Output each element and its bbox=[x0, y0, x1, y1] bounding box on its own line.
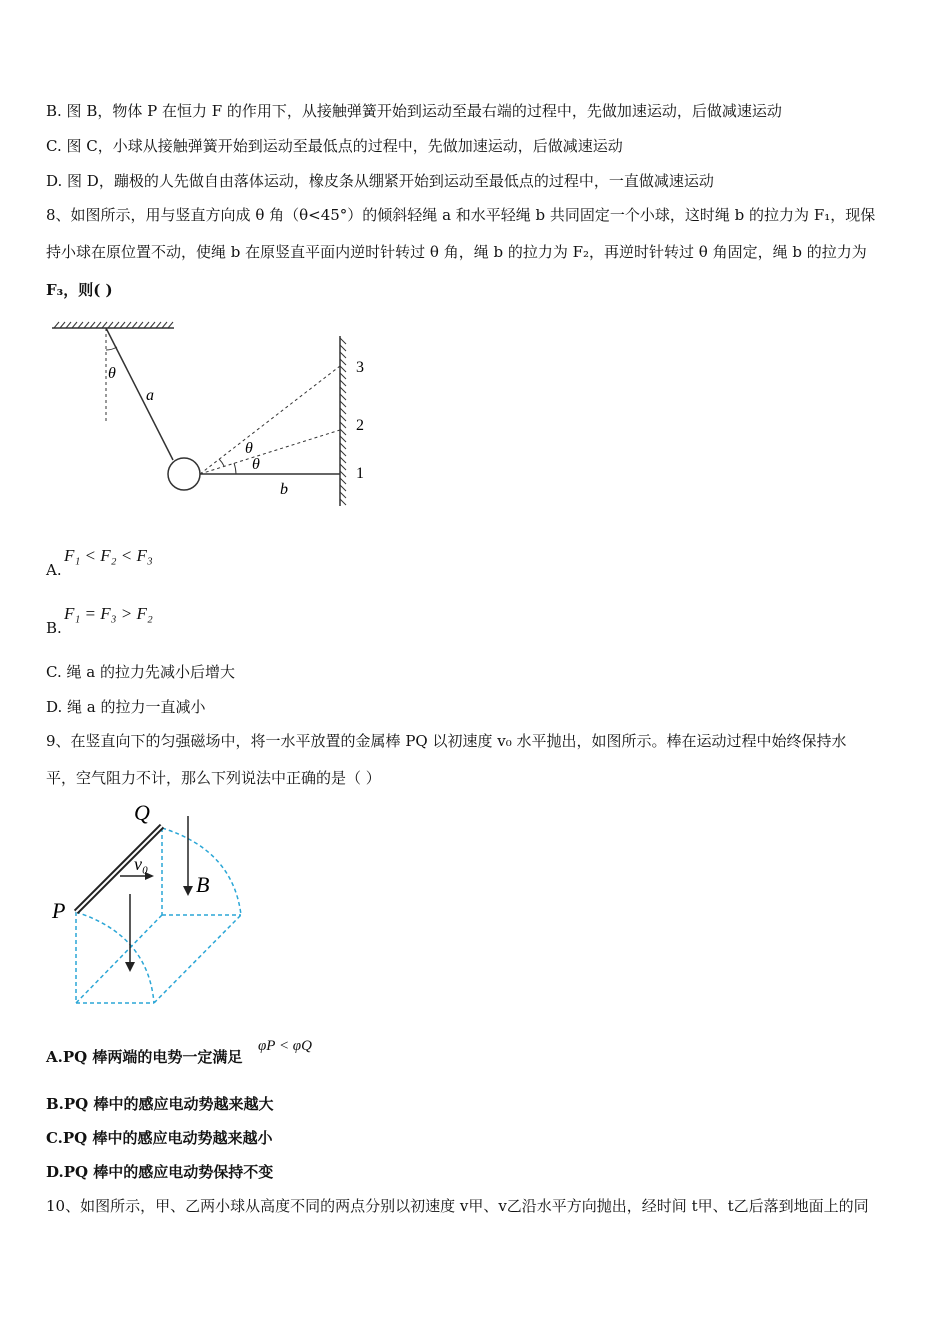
ball bbox=[168, 458, 200, 490]
q8-option-c: C. 绳 a 的拉力先减小后增大 bbox=[46, 663, 235, 681]
label-b-field: B bbox=[196, 872, 210, 897]
q8-option-b-prefix: B. bbox=[46, 619, 62, 637]
wall-hatch bbox=[340, 336, 346, 506]
q9-option-d: D.PQ 棒中的感应电动势保持不变 bbox=[46, 1163, 274, 1181]
q8-option-b bbox=[46, 618, 62, 638]
q9-option-b: B.PQ 棒中的感应电动势越来越大 bbox=[46, 1095, 274, 1113]
q8-option-a-prefix: A. bbox=[46, 561, 62, 579]
q9-stem-line1: 9、在竖直向下的匀强磁场中，将一水平放置的金属棒 PQ 以初速度 v₀ 水平抛出，如图所示。棒在运动过程中始终保持水 bbox=[46, 732, 847, 750]
q8-figure bbox=[40, 318, 380, 510]
field-arrowhead-2 bbox=[125, 962, 135, 972]
q7-option-b: B. 图 B，物体 P 在恒力 F 的作用下，从接触弹簧开始到运动至最右端的过程中，先做加速运动，后做减速运动 bbox=[46, 102, 782, 120]
label-1: 1 bbox=[356, 465, 364, 482]
label-a: a bbox=[146, 387, 154, 404]
label-b: b bbox=[280, 481, 288, 498]
q8-stem-line3: F₃，则( ) bbox=[46, 281, 113, 299]
q9-option-a: A.PQ 棒两端的电势一定满足 bbox=[46, 1048, 243, 1066]
label-q: Q bbox=[134, 800, 150, 825]
label-2: 2 bbox=[356, 417, 364, 434]
label-v0: v₀ bbox=[134, 854, 149, 874]
label-theta-1: θ bbox=[252, 456, 260, 473]
q8-option-a bbox=[46, 560, 62, 580]
q7-option-d: D. 图 D，蹦极的人先做自由落体运动，橡皮条从绷紧开始到运动至最低点的过程中，一直做减速运动 bbox=[46, 172, 714, 190]
rope-a bbox=[106, 328, 173, 460]
trajectory-box bbox=[76, 828, 241, 1003]
label-theta-2: θ bbox=[245, 440, 253, 457]
q7-option-c: C. 图 C，小球从接触弹簧开始到运动至最低点的过程中，先做加速运动，后做减速运动 bbox=[46, 137, 623, 155]
q8-stem-line1: 8、如图所示，用与竖直方向成 θ 角（θ<45°）的倾斜轻绳 a 和水平轻绳 b 共同固定一个小球，这时绳 b 的拉力为 F₁，现保 bbox=[46, 206, 876, 224]
q9-figure bbox=[48, 800, 258, 1010]
rope-position-3 bbox=[200, 366, 340, 474]
q8-option-b-formula: F₁ = F₃ > F₂ bbox=[64, 604, 153, 623]
q10-stem-line1: 10、如图所示，甲、乙两小球从高度不同的两点分别以初速度 v甲、v乙沿水平方向抛出，经时间 t甲、t乙后落到地面上的同 bbox=[46, 1197, 869, 1215]
q8-option-a-formula: F₁ < F₂ < F₃ bbox=[64, 546, 153, 565]
q8-option-d: D. 绳 a 的拉力一直减小 bbox=[46, 698, 206, 716]
label-p: P bbox=[52, 898, 66, 923]
q8-stem-line2: 持小球在原位置不动，使绳 b 在原竖直平面内逆时针转过 θ 角，绳 b 的拉力为 F₂，再逆时针转过 θ 角固定，绳 b 的拉力为 bbox=[46, 243, 867, 261]
theta-arc-2 bbox=[219, 459, 224, 466]
q9-option-c: C.PQ 棒中的感应电动势越来越小 bbox=[46, 1129, 273, 1147]
theta-arc-1 bbox=[234, 463, 236, 474]
label-3: 3 bbox=[356, 359, 364, 376]
field-arrowhead-1 bbox=[183, 886, 193, 896]
rope-position-2 bbox=[200, 430, 340, 474]
ceiling-hatch bbox=[52, 322, 174, 328]
label-theta-top: θ bbox=[108, 365, 116, 382]
q9-stem-line2: 平，空气阻力不计，那么下列说法中正确的是（ ） bbox=[46, 769, 381, 787]
q9-option-a-formula: φP < φQ bbox=[258, 1038, 312, 1054]
